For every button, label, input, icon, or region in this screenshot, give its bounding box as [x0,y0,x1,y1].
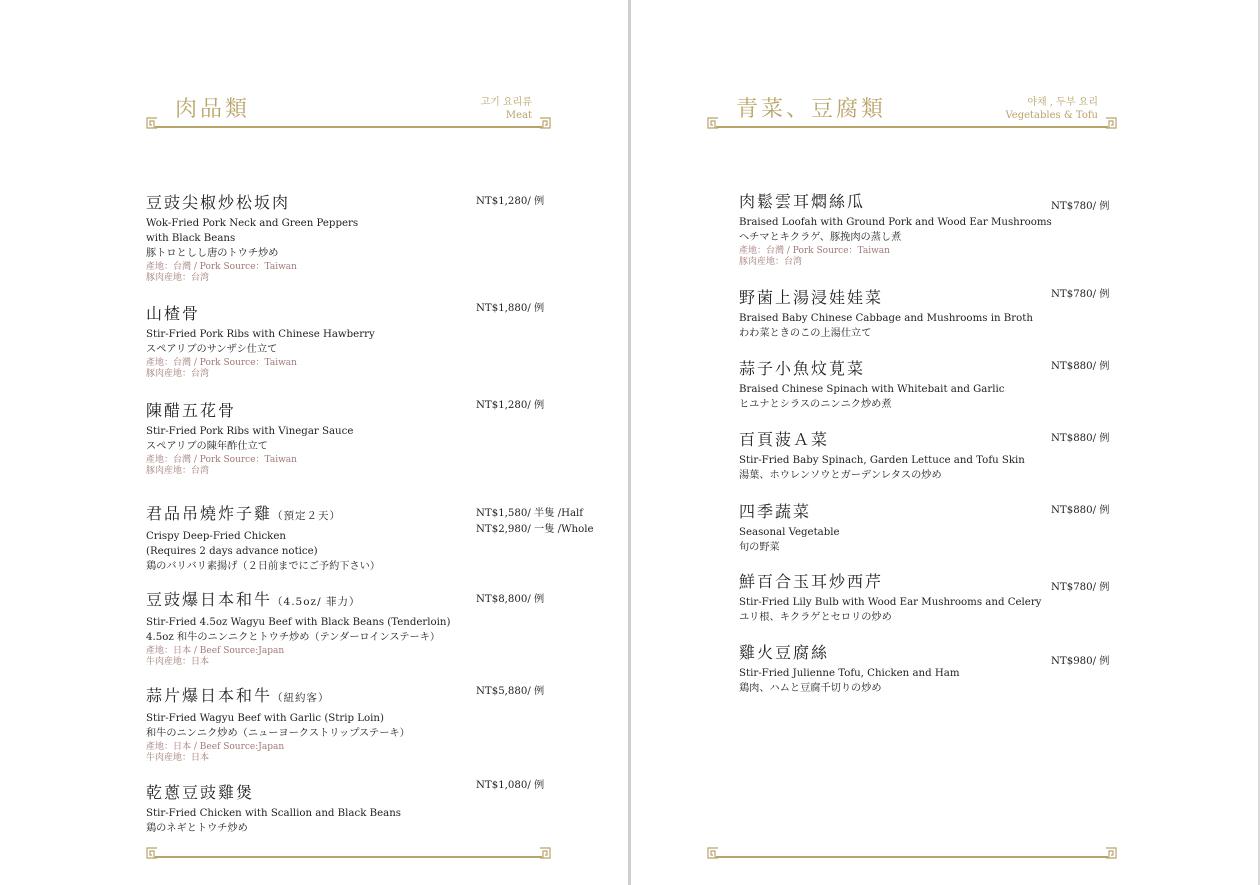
section-header-meat [145,92,552,132]
item-name-ja: 湯葉、ホウレンソウとガーデンレタスの炒め [739,470,942,481]
menu-item [739,571,1119,625]
item-origin-ja: 豚肉産地：台湾 [146,465,210,476]
item-name-en: Stir-Fried Baby Spinach, Garden Lettuce and Tofu Skin [739,455,1025,466]
fret-ornament-icon [1105,117,1117,129]
item-price: NT$8,800/ 例 [476,594,545,605]
item-origin: 產地：台灣 / Pork Source：Taiwan [739,246,890,256]
item-name-ja: ヘチマとキクラゲ、豚挽肉の蒸し煮 [739,232,902,243]
section-subtitle-en: Vegetables & Tofu [1005,110,1098,121]
fret-ornament-icon [539,117,551,129]
item-advance-notice: (Requires 2 days advance notice) [146,546,318,557]
item-origin: 產地：日本 / Beef Source:Japan [146,646,285,656]
item-price-half: NT$1,580/ 半隻 /Half [476,508,584,519]
section-subtitle-en: Meat [505,110,532,121]
item-name-ja: ヒユナとシラスのニンニク炒め煮 [739,399,892,410]
footer-rule [716,856,1108,858]
section-footer [706,847,1118,861]
menu-item [739,287,1119,341]
item-name-zh: 乾蔥豆豉雞煲 [146,783,255,802]
item-origin-ja: 豚肉産地：台湾 [739,256,803,267]
item-note: （預定２天） [272,510,342,522]
item-price: NT$1,280/ 例 [476,196,545,207]
item-origin: 產地：台灣 / Pork Source：Taiwan [146,262,297,272]
item-origin: 產地：日本 / Beef Source:Japan [146,742,285,752]
header-rule [716,126,1108,128]
menu-page-vegetables [631,0,1259,885]
item-name-en: Stir-Fried Pork Ribs with Vinegar Sauce [146,426,354,437]
item-price: NT$980/ 例 [1051,656,1110,667]
item-name-en: Braised Chinese Spinach with Whitebait and Garlic [739,384,1005,395]
item-name-en: Seasonal Vegetable [739,527,840,538]
section-subtitle [481,96,532,122]
menu-item [146,685,596,763]
section-subtitle-ko: 야채 , 두부 요리 [1027,97,1098,108]
item-name-zh: 肉鬆雲耳燜絲瓜 [739,192,866,211]
section-subtitle-ko: 고기 요리류 [480,97,532,108]
item-name-en: Braised Loofah with Ground Pork and Wood Ear Mushrooms [739,217,1052,228]
item-price: NT$5,880/ 例 [476,686,545,697]
item-price: NT$880/ 例 [1051,433,1110,444]
menu-item [739,358,1119,412]
item-name-en: Stir-Fried 4.5oz Wagyu Beef with Black Beans (Tenderloin) [146,617,451,628]
menu-item [146,589,596,667]
item-name-zh: 鮮百合玉耳炒西芹 [739,572,884,591]
item-name-en: Stir-Fried Pork Ribs with Chinese Hawberry [146,329,375,340]
item-name-zh: 四季蔬菜 [739,502,812,521]
item-name-ja: 旬の野菜 [739,542,780,553]
item-name-en: Stir-Fried Lily Bulb with Wood Ear Mushrooms and Celery [739,597,1042,608]
item-name-zh: 山楂骨 [146,304,201,323]
item-price: NT$780/ 例 [1051,201,1110,212]
item-name-zh: 蒜子小魚炆莧菜 [739,359,866,378]
item-name-ja: 鶏のバリバリ素揚げ（２日前までにご予約下さい） [146,561,381,572]
item-price-whole: NT$2,980/ 一隻 /Whole [476,524,594,535]
fret-ornament-icon [1105,847,1117,859]
item-name-zh: 君品吊燒炸子雞（預定２天） [146,504,342,523]
item-name-zh: 百頁菠Ａ菜 [739,430,830,449]
item-note: （4.5oz/ 菲力） [272,596,361,608]
item-price: NT$1,080/ 例 [476,780,545,791]
fret-ornament-icon [539,847,551,859]
menu-item [739,501,1119,555]
section-footer [145,847,552,861]
item-name-zh: 野菌上湯浸娃娃菜 [739,288,884,307]
item-price: NT$880/ 例 [1051,361,1110,372]
item-name-zh: 陳醋五花骨 [146,401,237,420]
item-name-en: Stir-Fried Chicken with Scallion and Black Beans [146,808,401,819]
item-name-zh: 雞火豆腐絲 [739,643,830,662]
item-name-ja: 和牛のニンニク炒め（ニューヨークストリップステーキ） [146,728,410,739]
item-name-ja: スペアリブのサンザシ仕立て [146,344,278,355]
section-header-vegetables [706,92,1118,132]
item-name-en: Stir-Fried Wagyu Beef with Garlic (Strip Loin) [146,713,384,724]
item-name-ja: 豚トロとしし唐のトウチ炒め [146,248,279,259]
item-price: NT$780/ 例 [1051,582,1110,593]
item-name-en: Stir-Fried Julienne Tofu, Chicken and Ham [739,668,960,679]
item-name-ja: 4.5oz 和牛のニンニクとトウチ炒め（テンダーロインステーキ） [146,632,441,643]
item-name-ja: わわ菜ときのこの上湯仕立て [739,328,872,339]
item-note: （紐約客） [272,692,330,704]
item-name-zh: 豆豉尖椒炒松坂肉 [146,193,291,212]
item-origin-ja: 牛肉産地：日本 [146,752,210,763]
item-name-en: with Black Beans [146,233,236,244]
menu-item [739,642,1119,696]
item-price: NT$780/ 例 [1051,289,1110,300]
item-origin-ja: 牛肉産地：日本 [146,656,210,667]
item-name-ja: 鶏肉、ハムと豆腐千切りの炒め [739,683,882,694]
menu-item [146,503,596,574]
menu-item [739,191,1119,267]
item-price: NT$1,280/ 例 [476,400,545,411]
section-title: 青菜、豆腐類 [736,97,887,122]
section-title: 肉品類 [175,97,251,122]
item-origin: 產地：台灣 / Pork Source：Taiwan [146,358,297,368]
item-name-en: Crispy Deep-Fried Chicken [146,531,286,542]
item-name-ja: スペアリブの陳年酢仕立て [146,441,268,452]
menu-item [146,400,596,476]
menu-item [739,429,1119,483]
menu-item [146,782,596,836]
menu-page-meat [0,0,628,885]
item-name-ja: ユリ根、キクラゲとセロリの炒め [739,612,892,623]
item-name-zh: 豆豉爆日本和牛（4.5oz/ 菲力） [146,590,361,609]
item-origin: 產地：台灣 / Pork Source：Taiwan [146,455,297,465]
menu-item [146,303,596,379]
footer-rule [155,856,542,858]
item-name-ja: 鶏のネギとトウチ炒め [146,823,248,834]
item-origin-ja: 豚肉産地：台湾 [146,368,210,379]
item-name-en: Wok-Fried Pork Neck and Green Peppers [146,218,359,229]
item-price: NT$1,880/ 例 [476,303,545,314]
item-price: NT$880/ 例 [1051,505,1110,516]
item-name-zh: 蒜片爆日本和牛（紐約客） [146,686,330,705]
item-name-en: Braised Baby Chinese Cabbage and Mushrooms in Broth [739,313,1033,324]
header-rule [155,126,542,128]
item-origin-ja: 豚肉産地：台湾 [146,272,210,283]
menu-item [146,192,596,283]
section-subtitle [1006,96,1099,122]
